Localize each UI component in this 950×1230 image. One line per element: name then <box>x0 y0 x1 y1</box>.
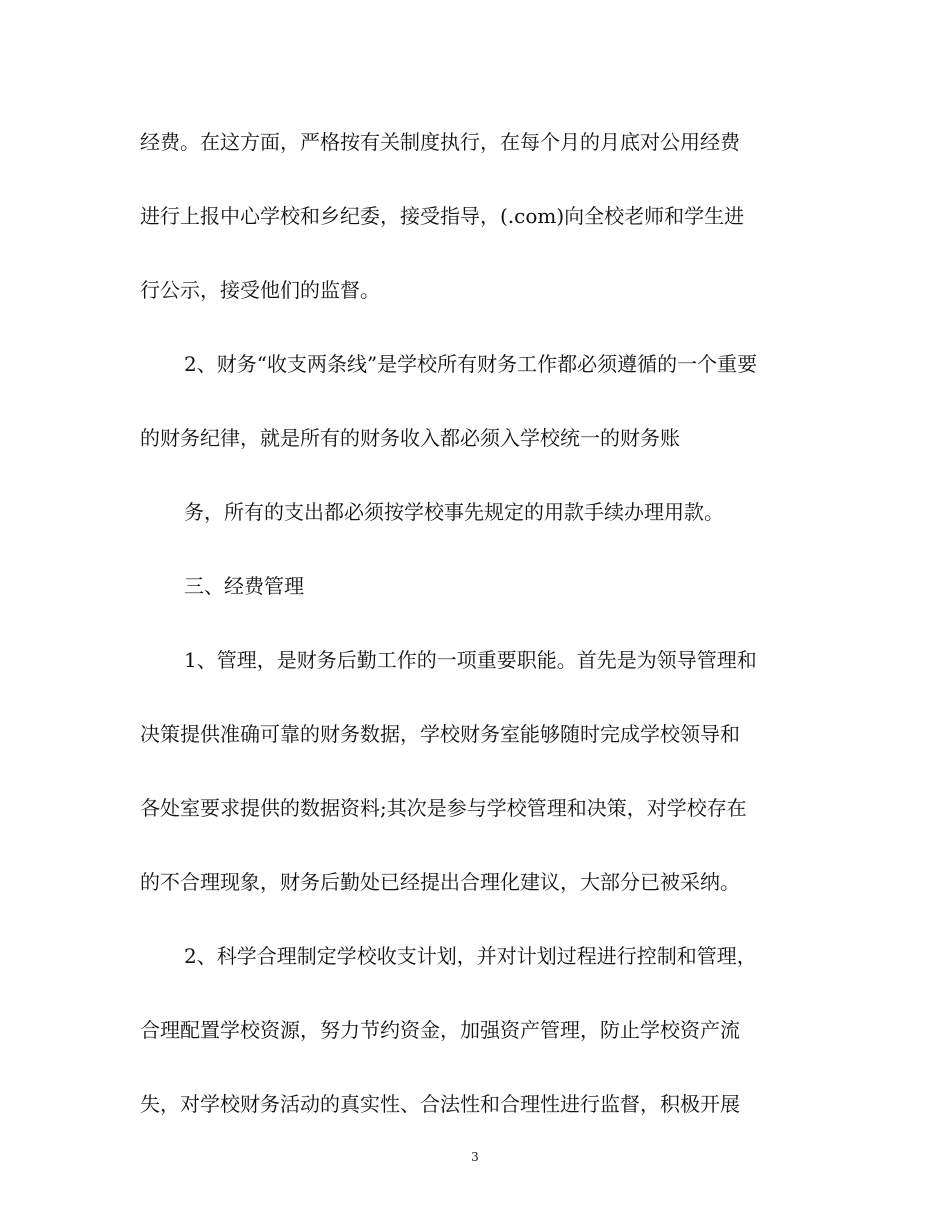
text-line: 2、财务“收支两条线”是学校所有财务工作都必须遵循的一个重要 <box>184 352 758 376</box>
text-line: 失，对学校财务活动的真实性、合法性和合理性进行监督，积极开展 <box>140 1092 740 1116</box>
text-line: 的不合理现象，财务后勤处已经提出合理化建议，大部分已被采纳。 <box>140 870 740 894</box>
section-heading: 三、经费管理 <box>184 574 304 598</box>
text-line: 的财务纪律，就是所有的财务收入都必须入学校统一的财务账 <box>140 426 680 450</box>
text-line: 行公示，接受他们的监督。 <box>140 278 380 302</box>
document-body <box>140 122 810 1158</box>
text-line: 各处室要求提供的数据资料;其次是参与学校管理和决策，对学校存在 <box>140 796 747 820</box>
page-number: 3 <box>471 1150 479 1164</box>
text-line: 合理配置学校资源，努力节约资金，加强资产管理，防止学校资产流 <box>140 1018 740 1042</box>
text-line: 1、管理，是财务后勤工作的一项重要职能。首先是为领导管理和 <box>184 648 757 672</box>
text-line: 务，所有的支出都必须按学校事先规定的用款手续办理用款。 <box>184 500 724 524</box>
text-line: 经费。在这方面，严格按有关制度执行，在每个月的月底对公用经费 <box>140 130 740 154</box>
text-line: 2、科学合理制定学校收支计划，并对计划过程进行控制和管理， <box>184 944 757 968</box>
text-line: 进行上报中心学校和乡纪委，接受指导，(.com)向全校老师和学生进 <box>140 204 745 228</box>
text-line: 决策提供准确可靠的财务数据，学校财务室能够随时完成学校领导和 <box>140 722 740 746</box>
